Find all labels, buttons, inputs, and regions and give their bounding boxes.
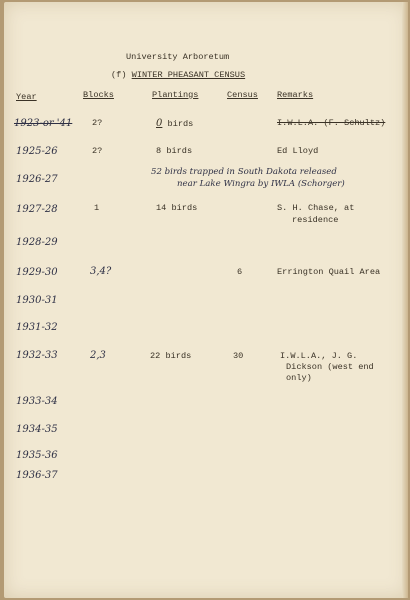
header-title: University Arboretum — [126, 52, 230, 62]
row-plantings: 8 birds — [156, 146, 193, 156]
row-census: 6 — [237, 267, 243, 277]
row-plantings — [156, 118, 193, 130]
row-year: 1935-36 — [16, 450, 58, 461]
row-plantings-unit: birds — [167, 119, 194, 129]
row-plantings: 22 birds — [150, 351, 192, 361]
header-subtitle-prefix: (f) — [111, 70, 127, 80]
row-blocks: 2? — [92, 118, 103, 128]
header-subtitle-title: WINTER PHEASANT CENSUS — [131, 70, 246, 80]
row-plantings-count: 0 — [156, 118, 163, 129]
column-header-blocks: Blocks — [83, 90, 114, 100]
row-blocks: 2,3 — [90, 350, 106, 361]
row-year: 1928-29 — [16, 237, 58, 248]
row-year: 1926-27 — [16, 174, 58, 185]
row-remarks-line2: residence — [292, 215, 339, 225]
row-year: 1932-33 — [16, 350, 58, 361]
row-year: 1927-28 — [16, 204, 58, 215]
row-year: 1931-32 — [16, 322, 58, 333]
row-remarks: I.W.L.A. (F. Schultz) — [277, 118, 386, 128]
row-remarks-line3: only) — [286, 373, 312, 383]
row-blocks: 3,4? — [90, 266, 112, 277]
row-year: 1925-26 — [16, 146, 58, 157]
row-census: 30 — [233, 351, 244, 361]
row-plantings: 14 birds — [156, 203, 198, 213]
column-header-census: Census — [227, 90, 258, 100]
column-header-remarks: Remarks — [277, 90, 314, 100]
row-handwritten-note-line2: near Lake Wingra by IWLA (Schorger) — [177, 179, 345, 189]
row-year: 1923-or '41 — [14, 118, 73, 129]
column-header-plantings: Plantings — [152, 90, 199, 100]
row-handwritten-note-line1: 52 birds trapped in South Dakota released — [151, 167, 337, 177]
column-header-year: Year — [16, 92, 37, 102]
row-remarks: Errington Quail Area — [277, 267, 381, 277]
row-remarks-line2: Dickson (west end — [286, 362, 374, 372]
page-edge — [402, 2, 408, 598]
row-remarks-line1: S. H. Chase, at — [277, 203, 355, 213]
document-page — [4, 2, 408, 598]
row-remarks: Ed Lloyd — [277, 146, 319, 156]
row-year: 1933-34 — [16, 396, 58, 407]
row-remarks-line1: I.W.L.A., J. G. — [280, 351, 358, 361]
row-year: 1936-37 — [16, 470, 58, 481]
row-blocks: 1 — [94, 203, 100, 213]
row-blocks: 2? — [92, 146, 103, 156]
row-year: 1934-35 — [16, 424, 58, 435]
row-year: 1930-31 — [16, 295, 58, 306]
header-subtitle — [111, 70, 245, 81]
row-year: 1929-30 — [16, 267, 58, 278]
